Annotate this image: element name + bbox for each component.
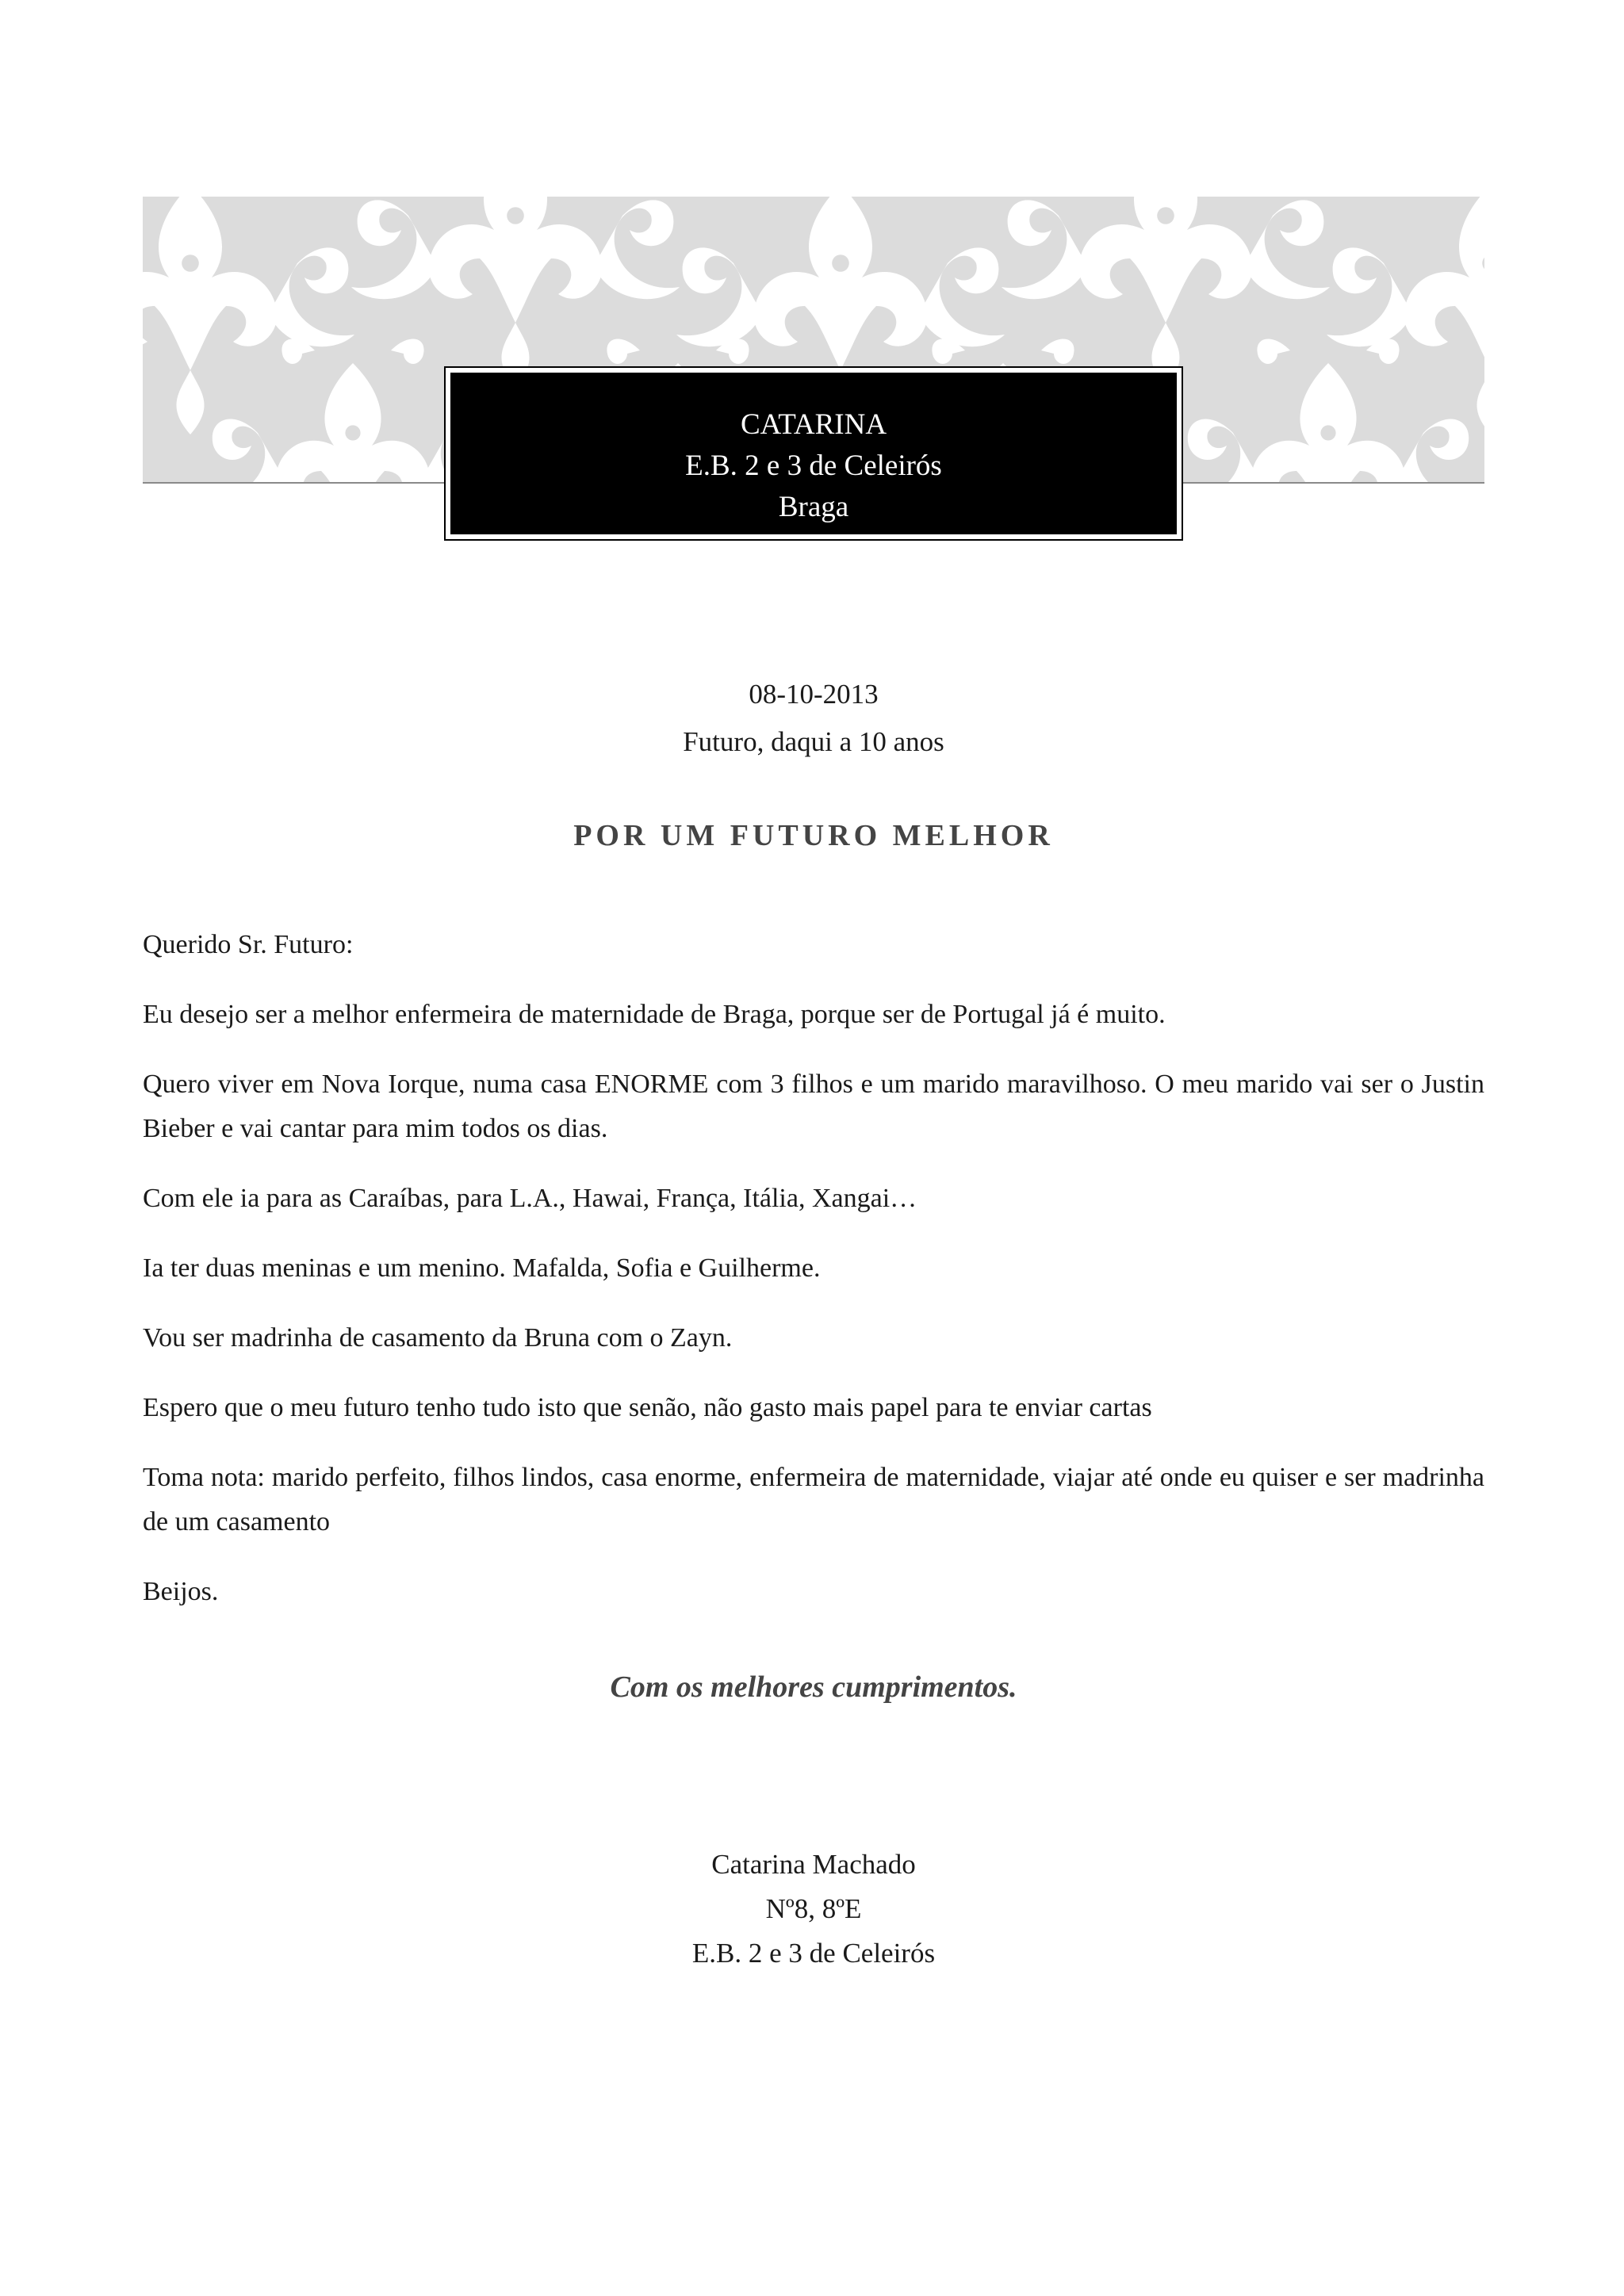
body-paragraph: Eu desejo ser a melhor enfermeira de maternidade de Braga, porque ser de Portugal já é muito. xyxy=(143,1000,1166,1029)
sender-name: CATARINA xyxy=(740,408,887,441)
signature-name: Catarina Machado xyxy=(711,1849,916,1880)
date-block xyxy=(143,671,1484,766)
sign-off: Beijos. xyxy=(143,1577,219,1606)
body-paragraph: Vou ser madrinha de casamento da Bruna com o Zayn. xyxy=(143,1323,733,1353)
body-paragraph: Espero que o meu futuro tenho tudo isto que senão, não gasto mais papel para te enviar cartas xyxy=(143,1393,1152,1422)
body-paragraph: Com ele ia para as Caraíbas, para L.A., Hawai, França, Itália, Xangai… xyxy=(143,1184,917,1213)
signature-block xyxy=(143,1843,1484,1976)
body-paragraph: Toma nota: marido perfeito, filhos lindos, casa enorme, enfermeira de maternidade, viajar até onde eu quiser e ser madrinha de um casamento xyxy=(143,1463,1484,1536)
body-paragraph: Ia ter duas meninas e um menino. Mafalda, Sofia e Guilherme. xyxy=(143,1253,821,1283)
closing-line: Com os melhores cumprimentos. xyxy=(610,1670,1017,1704)
signature-class: Nº8, 8ºE xyxy=(765,1893,862,1924)
recipient-line: Futuro, daqui a 10 anos xyxy=(683,726,944,757)
body-paragraph: Quero viver em Nova Iorque, numa casa ENORME com 3 filhos e um marido maravilhoso. O meu marido vai ser o Justin Bieber e vai cantar para mim todos os dias. xyxy=(143,1070,1484,1143)
sender-name-box xyxy=(444,366,1183,541)
letter-body xyxy=(143,923,1484,1640)
signature-school: E.B. 2 e 3 de Celeirós xyxy=(691,1938,936,1969)
letter-title: POR UM FUTURO MELHOR xyxy=(573,819,1054,852)
letter-date: 08-10-2013 xyxy=(749,679,879,710)
sender-school: E.B. 2 e 3 de Celeirós xyxy=(685,450,942,482)
sender-name-box-inner xyxy=(450,373,1177,534)
salutation: Querido Sr. Futuro: xyxy=(143,930,354,959)
sender-city: Braga xyxy=(778,491,849,523)
